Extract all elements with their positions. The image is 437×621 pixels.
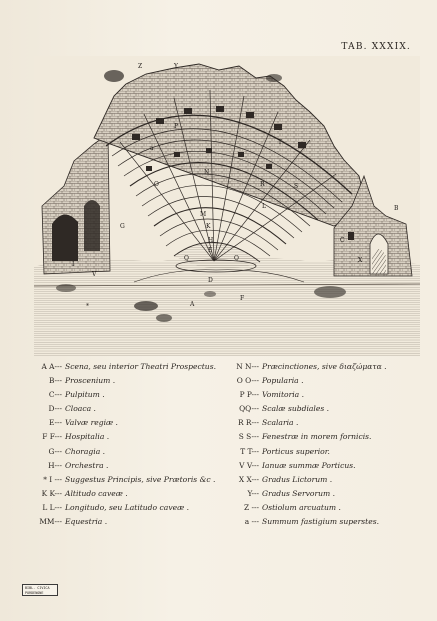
label-e: E xyxy=(208,247,213,254)
label-a: A xyxy=(190,301,195,308)
legend-row: K K--- Altitudo caveæ . xyxy=(41,488,128,498)
plate-number: TAB. XXXIX. xyxy=(341,42,411,52)
label-p: P xyxy=(174,123,179,130)
label-i: I xyxy=(72,261,75,268)
legend-row: P P--- Vomitoria . xyxy=(239,390,305,400)
legend-row: a --- Summum fastigium superstes. xyxy=(244,517,380,527)
legend-row: O O--- Popularia . xyxy=(236,376,304,386)
legend-row: C--- Pulpitum . xyxy=(48,390,105,400)
label-r: R xyxy=(260,181,265,188)
label-h: H xyxy=(208,237,214,244)
legend-row: D--- Cloaca . xyxy=(48,404,96,414)
legend-left-column xyxy=(28,360,233,529)
label-x: X xyxy=(358,257,363,264)
legend-row: L L--- Longitudo, seu Latitudo caveæ . xyxy=(42,502,190,512)
label-star: * xyxy=(86,303,89,310)
legend-row: G--- Choragia . xyxy=(48,446,106,456)
legend-row: B--- Proscenium . xyxy=(48,376,116,386)
legend-row: N N--- Præcinctiones, sive διαζώματα . xyxy=(236,362,387,371)
legend-row: H--- Orchestra . xyxy=(48,460,109,470)
legend-row: Y--- Gradus Servorum . xyxy=(247,488,336,498)
legend-row: F F--- Hospitalia . xyxy=(42,432,110,442)
label-n: N xyxy=(204,169,210,176)
library-stamp: BIBL. CIVICA PORDENONE xyxy=(22,584,58,596)
legend-row: A A--- Scena, seu interior Theatri Prospectus. xyxy=(41,362,216,371)
label-g: G xyxy=(120,223,125,230)
label-b: B xyxy=(394,205,399,212)
legend-row: S S--- Fenestræ in morem fornicis. xyxy=(238,432,372,442)
label-q-right: Q xyxy=(234,255,239,262)
label-o: O xyxy=(154,181,159,188)
label-q-left: Q xyxy=(184,255,189,262)
label-f: F xyxy=(240,295,245,302)
label-alpha: a xyxy=(150,145,154,152)
legend-row: E--- Valvæ regiæ . xyxy=(48,418,118,428)
label-c: C xyxy=(340,237,345,244)
legend-row: V V--- Ianuæ summæ Porticus. xyxy=(239,460,356,470)
legend-row: MM--- Equestria . xyxy=(39,517,108,527)
label-v: V xyxy=(92,271,97,278)
label-y: Y xyxy=(174,63,178,70)
legend-row: * I --- Suggestus Principis, sive Prætoris &c . xyxy=(43,474,216,484)
legend-row: T T--- Porticus superior. xyxy=(240,446,330,456)
label-d: D xyxy=(208,277,213,284)
label-t: T xyxy=(278,139,283,146)
theatre-engraving xyxy=(34,56,420,356)
legend-row: QQ--- Scalæ subdiales . xyxy=(239,404,330,414)
label-s: S xyxy=(294,183,299,190)
label-m: M xyxy=(200,211,207,218)
legend-right-column xyxy=(234,360,424,529)
legend-row: Z --- Ostiolum arcuatum . xyxy=(244,502,341,512)
legend-row: X X--- Gradus Lictorum . xyxy=(238,474,333,484)
label-z: Z xyxy=(138,63,143,70)
label-l: L xyxy=(262,203,266,210)
legend-row: R R--- Scalaria . xyxy=(238,418,299,428)
label-k: K xyxy=(206,223,211,230)
